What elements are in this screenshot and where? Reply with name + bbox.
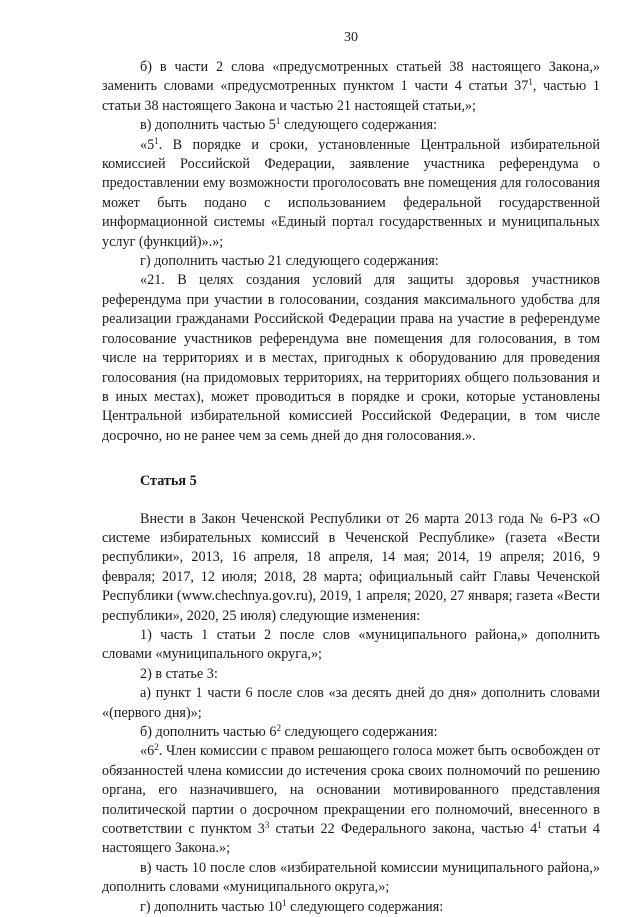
superscript-number: 2 <box>276 723 281 733</box>
paragraph-item-2: 2) в статье 3: <box>140 665 218 682</box>
superscript-number: 1 <box>154 135 159 146</box>
superscript-number: 2 <box>154 742 159 753</box>
paragraph-article-intro: Внести в Закон Чеченской Республики от 26 марта 2013 года № 6-РЗ «О системе избирательных комиссий в Чеченской Республике» (газета «Вести республики», 2013, 16 апреля, 18 апреля, 14 мая; 2014, 19 апреля; 2016, 9 февраля; 2017, 12 июля; 2018, 28 марта; официальный сайт Главы Чеченской Республики (www.chechnya.gov.ru), 2019, 1 апреля; 2020, 27 января; газета «Вести республики», 2020, 25 июля) следующие изменения: <box>102 510 600 624</box>
superscript-number: 3 <box>264 820 270 831</box>
paragraph-subitem-g: г) дополнить частью $10^1$ следующего содержания: <box>140 897 444 915</box>
paragraph-item-1: 1) часть 1 статьи 2 после слов «муниципального района,» дополнить словами «муниципального округа,»; <box>102 626 600 663</box>
paragraph-subitem-a: а) пункт 1 части 6 после слов «за десять дней до дня» дополнить словами «(первого дня)»; <box>102 685 600 721</box>
superscript-number: 1 <box>275 116 281 127</box>
paragraph-part-21: «21. В целях создания условий для защиты здоровья участников референдума при участии в голосовании, создания максимального удобства для реализации гражданами Российской Федерации права на участие в референдуме голосование участников референдума вне помещения для голосования, в том числе на территориях и в местах, пригодных к оборудованию для проведения голосования (на придомовых территориях, на территориях общего пользования и в иных местах), может проводиться в порядке и сроки, которые установлены Центральной избирательной комиссией Российской Федерации, в том числе досрочно, но не ранее чем за семь дней до дня голосования.». <box>102 272 600 444</box>
paragraph-subitem-v: в) часть 10 после слов «избирательной комиссии муниципального района,» дополнить словами «муниципального округа,»; <box>102 859 600 896</box>
page-number: 30 <box>344 30 358 45</box>
paragraph-amend-v: в) дополнить частью $5^1$ следующего содержания: <box>140 116 438 134</box>
article-heading: Статья 5 <box>140 473 197 490</box>
superscript-number: 1 <box>282 897 287 908</box>
paragraph-amend-g: г) дополнить частью 21 следующего содержания: <box>140 253 439 270</box>
paragraph-part-5-1: «$5^1$. В порядке и сроки, установленные Центральной избирательной комиссией Российской Федерации, заявление участника референдума о предоставлении ему возможности проголосовать вне помещения для голосования может быть подано с использованием федеральной государственной информационной системы «Единый портал государственных и муниципальных услуг (функций)».»; <box>102 135 600 250</box>
paragraph-subitem-b: б) дополнить частью $6^2$ следующего содержания: <box>140 723 438 740</box>
superscript-number: 1 <box>528 77 533 88</box>
paragraph-amend-b: б) в части 2 слова «предусмотренных статьей 38 настоящего Закона,» заменить словами «предусмотренных пунктом 1 части 4 статьи $37^1$, частью 1 статьи 38 настоящего Закона и частью 21 настоящей статьи,»; <box>102 59 601 114</box>
superscript-number: 1 <box>537 820 542 831</box>
paragraph-part-6-2: «$6^2$. Член комиссии с правом решающего голоса может быть освобожден от обязанностей члена комиссии до истечения срока своих полномочий по решению органа, его назначившего, на основании мотивированного представления политической партии о досрочном прекращении его полномочий, внесенного в соответствии с пунктом $3^3$ статьи 22 Федерального закона, частью $4^1$ статьи 4 настоящего Закона.»; <box>102 742 600 857</box>
